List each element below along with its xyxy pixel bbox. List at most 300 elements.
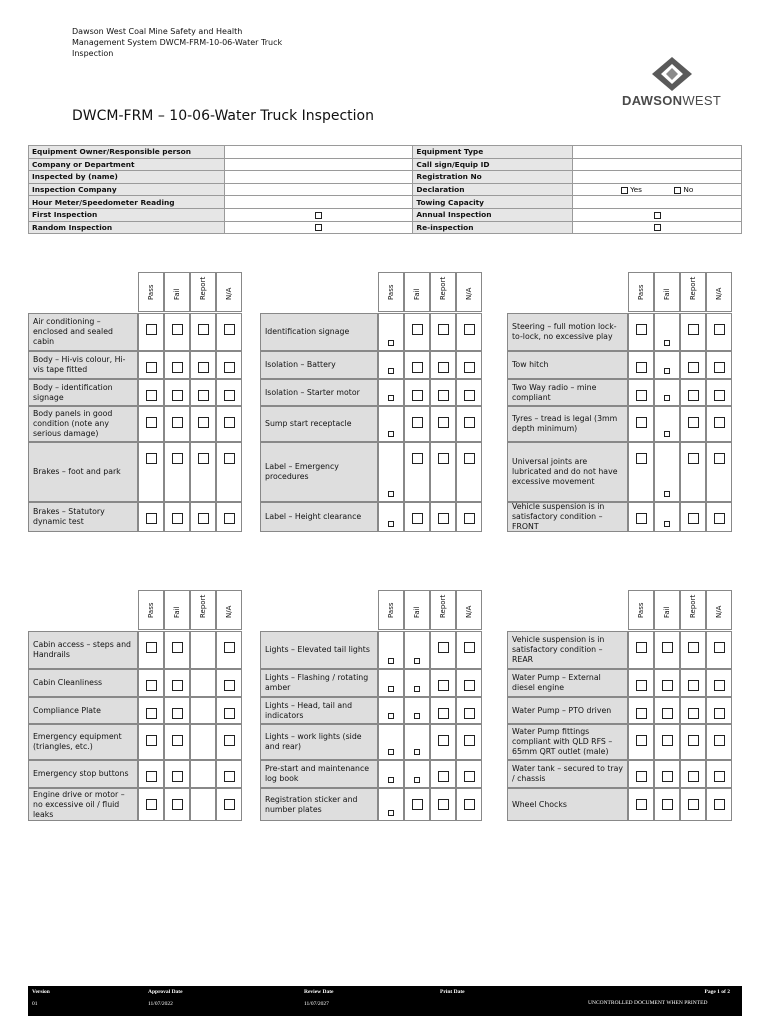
checkbox-icon[interactable] [688, 799, 699, 810]
checkbox-icon[interactable] [172, 680, 183, 691]
check-cell [138, 669, 164, 697]
declaration-no: No [683, 185, 694, 195]
small-checkbox-icon[interactable] [664, 431, 670, 437]
footer-print-label: Print Date [440, 989, 465, 995]
check-cell [216, 669, 242, 697]
checkbox-icon[interactable] [636, 642, 647, 653]
checkbox-icon[interactable] [714, 513, 725, 524]
checkbox-icon[interactable] [464, 513, 475, 524]
check-item-label: Lights – Flashing / rotating amber [260, 669, 378, 697]
check-header-fail [404, 590, 430, 630]
check-header-label: Report [199, 594, 207, 618]
check-header-label: Report [439, 276, 447, 300]
check-header-label: Fail [173, 606, 181, 618]
check-cell [216, 631, 242, 669]
checkbox-icon[interactable] [224, 513, 235, 524]
check-cell [190, 760, 216, 788]
check-cell [138, 351, 164, 379]
checkbox-icon[interactable] [315, 224, 322, 231]
info-value-field[interactable] [573, 208, 742, 221]
checkbox-icon[interactable] [688, 680, 699, 691]
check-cell [430, 760, 456, 788]
check-cell [216, 442, 242, 502]
checkbox-icon[interactable] [224, 324, 235, 335]
check-cell [190, 669, 216, 697]
checkbox-icon[interactable] [714, 390, 725, 401]
check-cell [138, 313, 164, 351]
checkbox-icon[interactable] [636, 453, 647, 464]
checkbox-icon[interactable] [146, 513, 157, 524]
checkbox-icon[interactable] [438, 771, 449, 782]
check-cell [164, 631, 190, 669]
small-checkbox-icon[interactable] [388, 395, 394, 401]
checkbox-icon[interactable] [198, 513, 209, 524]
check-item-label: Steering – full motion lock-to-lock, no excessive play [507, 313, 628, 351]
document-footer [28, 986, 742, 1016]
info-value-field[interactable] [224, 196, 413, 209]
checkbox-icon[interactable] [438, 453, 449, 464]
check-header-na [456, 590, 482, 630]
check-cell [216, 760, 242, 788]
check-cell [404, 406, 430, 442]
check-cell [216, 697, 242, 724]
equipment-info-table [28, 145, 742, 234]
small-checkbox-icon[interactable] [388, 368, 394, 374]
checkbox-icon[interactable] [688, 642, 699, 653]
checkbox-icon[interactable] [688, 735, 699, 746]
check-cell [138, 406, 164, 442]
checkbox-icon[interactable] [662, 708, 673, 719]
checkbox-icon[interactable] [146, 680, 157, 691]
checkbox-icon[interactable] [172, 735, 183, 746]
info-label: Inspected by (name) [29, 171, 225, 184]
checkbox-icon[interactable] [438, 799, 449, 810]
checkbox-icon[interactable] [636, 324, 647, 335]
info-label: Registration No [413, 171, 573, 184]
checkbox-icon[interactable] [688, 324, 699, 335]
footer-review-label: Review Date [304, 989, 334, 995]
check-cell [216, 351, 242, 379]
checkbox-icon[interactable] [714, 799, 725, 810]
check-cell [404, 724, 430, 760]
info-value-field[interactable] [573, 221, 742, 234]
checkbox-icon[interactable] [146, 324, 157, 335]
small-checkbox-icon[interactable] [414, 713, 420, 719]
checkbox-icon[interactable] [714, 642, 725, 653]
check-header-na [216, 590, 242, 630]
small-checkbox-icon[interactable] [388, 777, 394, 783]
logo-text-bold: DAWSON [622, 93, 683, 108]
check-cell [378, 313, 404, 351]
checkbox-icon[interactable] [438, 735, 449, 746]
checkbox-icon[interactable] [688, 417, 699, 428]
checkbox-icon[interactable] [412, 453, 423, 464]
info-row [29, 183, 742, 196]
checkbox-icon[interactable] [224, 708, 235, 719]
checkbox-icon[interactable] [172, 417, 183, 428]
checkbox-icon[interactable] [714, 362, 725, 373]
checkbox-icon[interactable] [464, 708, 475, 719]
info-row [29, 158, 742, 171]
check-item-label: Tow hitch [507, 351, 628, 379]
check-cell [404, 760, 430, 788]
check-cell [628, 697, 654, 724]
checkbox-icon[interactable] [146, 642, 157, 653]
info-value-field[interactable] [224, 221, 413, 234]
checkbox-icon[interactable] [464, 771, 475, 782]
checkbox-icon[interactable] [224, 642, 235, 653]
info-value-field[interactable] [573, 158, 742, 171]
declaration-yes: Yes [630, 185, 643, 195]
small-checkbox-icon[interactable] [388, 521, 394, 527]
check-item-label: Label – Emergency procedures [260, 442, 378, 502]
checkbox-icon[interactable] [412, 390, 423, 401]
check-header-label: N/A [465, 605, 473, 618]
checkbox-icon[interactable] [146, 362, 157, 373]
check-cell [216, 379, 242, 406]
checkbox-icon[interactable] [636, 390, 647, 401]
checkbox-icon[interactable] [172, 708, 183, 719]
checkbox-icon[interactable] [688, 390, 699, 401]
checkbox-icon[interactable] [714, 735, 725, 746]
checkbox-icon[interactable] [172, 642, 183, 653]
checkbox-icon[interactable] [172, 771, 183, 782]
checkbox-icon[interactable] [714, 324, 725, 335]
check-header-pass [378, 590, 404, 630]
check-cell [628, 669, 654, 697]
check-header-report [680, 272, 706, 312]
checkbox-icon[interactable] [224, 453, 235, 464]
small-checkbox-icon[interactable] [664, 340, 670, 346]
check-header-report [680, 590, 706, 630]
footer-review-date: 11/07/2027 [304, 1001, 329, 1007]
info-value-field[interactable] [224, 171, 413, 184]
check-item-label: Body panels in good condition (note any serious damage) [28, 406, 138, 442]
checkbox-icon[interactable] [224, 771, 235, 782]
checkbox-icon[interactable] [224, 390, 235, 401]
check-cell [378, 669, 404, 697]
check-header-na [216, 272, 242, 312]
checkbox-icon[interactable] [464, 324, 475, 335]
checkbox-icon[interactable] [146, 417, 157, 428]
checkbox-icon[interactable] [688, 513, 699, 524]
checkbox-icon[interactable] [172, 324, 183, 335]
check-cell [654, 313, 680, 351]
small-checkbox-icon[interactable] [664, 491, 670, 497]
check-header-report [190, 272, 216, 312]
checkbox-icon[interactable] [412, 513, 423, 524]
check-cell [138, 631, 164, 669]
checkbox-icon[interactable] [464, 453, 475, 464]
check-cell [164, 379, 190, 406]
checkbox-icon[interactable] [464, 642, 475, 653]
checkbox-icon[interactable] [464, 680, 475, 691]
checkbox-icon[interactable] [636, 417, 647, 428]
check-cell [404, 313, 430, 351]
info-value-field[interactable] [573, 171, 742, 184]
checkbox-icon[interactable] [224, 799, 235, 810]
checkbox-icon[interactable] [224, 362, 235, 373]
checkbox-icon[interactable] [412, 324, 423, 335]
check-cell [456, 669, 482, 697]
check-cell [680, 669, 706, 697]
checkbox-icon[interactable] [315, 212, 322, 219]
check-header-label: Report [689, 276, 697, 300]
check-item-label: Water tank – secured to tray / chassis [507, 760, 628, 788]
checkbox-icon[interactable] [438, 362, 449, 373]
check-cell [456, 697, 482, 724]
checkbox-icon[interactable] [198, 417, 209, 428]
check-cell [164, 502, 190, 532]
checkbox-icon[interactable] [674, 187, 681, 194]
checkbox-icon[interactable] [412, 417, 423, 428]
check-header-fail [654, 272, 680, 312]
checkbox-icon[interactable] [172, 390, 183, 401]
checkbox-icon[interactable] [198, 362, 209, 373]
checkbox-icon[interactable] [438, 390, 449, 401]
checkbox-icon[interactable] [412, 362, 423, 373]
check-cell [404, 502, 430, 532]
small-checkbox-icon[interactable] [664, 368, 670, 374]
checkbox-icon[interactable] [662, 771, 673, 782]
small-checkbox-icon[interactable] [388, 491, 394, 497]
check-cell [216, 313, 242, 351]
check-cell [680, 313, 706, 351]
checkbox-icon[interactable] [146, 799, 157, 810]
check-header-label: Fail [413, 288, 421, 300]
info-row [29, 171, 742, 184]
check-cell [190, 379, 216, 406]
check-cell [164, 442, 190, 502]
checkbox-icon[interactable] [654, 224, 661, 231]
checkbox-icon[interactable] [146, 453, 157, 464]
checkbox-icon[interactable] [636, 735, 647, 746]
check-cell [654, 351, 680, 379]
check-header-report [190, 590, 216, 630]
checkbox-icon[interactable] [662, 799, 673, 810]
info-value-field[interactable] [224, 158, 413, 171]
check-header-report [430, 272, 456, 312]
checkbox-icon[interactable] [662, 735, 673, 746]
checkbox-icon[interactable] [146, 735, 157, 746]
check-header-pass [378, 272, 404, 312]
info-label: Company or Department [29, 158, 225, 171]
check-cell [138, 442, 164, 502]
info-label: First Inspection [29, 208, 225, 221]
checkbox-icon[interactable] [438, 708, 449, 719]
check-cell [164, 760, 190, 788]
info-value-field[interactable] [573, 196, 742, 209]
check-cell [404, 379, 430, 406]
checkbox-icon[interactable] [688, 362, 699, 373]
checkbox-icon[interactable] [438, 417, 449, 428]
check-item-label: Air conditioning – enclosed and sealed cabin [28, 313, 138, 351]
checkbox-icon[interactable] [172, 513, 183, 524]
check-cell [654, 760, 680, 788]
checkbox-icon[interactable] [412, 799, 423, 810]
check-cell [706, 669, 732, 697]
checkbox-icon[interactable] [438, 642, 449, 653]
info-value-field[interactable] [224, 208, 413, 221]
small-checkbox-icon[interactable] [414, 686, 420, 692]
check-header-fail [404, 272, 430, 312]
small-checkbox-icon[interactable] [414, 749, 420, 755]
checkbox-icon[interactable] [172, 799, 183, 810]
checkbox-icon[interactable] [146, 708, 157, 719]
check-header-label: Report [689, 594, 697, 618]
small-checkbox-icon[interactable] [388, 810, 394, 816]
check-cell [378, 379, 404, 406]
checkbox-icon[interactable] [714, 680, 725, 691]
check-header-label: Pass [147, 284, 155, 300]
check-cell [628, 502, 654, 532]
small-checkbox-icon[interactable] [414, 658, 420, 664]
small-checkbox-icon[interactable] [388, 658, 394, 664]
check-cell [378, 724, 404, 760]
checkbox-icon[interactable] [146, 390, 157, 401]
checkbox-icon[interactable] [654, 212, 661, 219]
check-cell [654, 442, 680, 502]
check-header-label: Pass [637, 602, 645, 618]
small-checkbox-icon[interactable] [664, 521, 670, 527]
checkbox-icon[interactable] [688, 453, 699, 464]
checkbox-icon[interactable] [636, 799, 647, 810]
check-header-label: N/A [715, 605, 723, 618]
footer-page-number: Page 1 of 2 [704, 989, 730, 995]
check-item-label: Lights – Head, tail and indicators [260, 697, 378, 724]
check-item-label: Pre-start and maintenance log book [260, 760, 378, 788]
info-label: Call sign/Equip ID [413, 158, 573, 171]
check-cell [404, 631, 430, 669]
checkbox-icon[interactable] [636, 708, 647, 719]
checkbox-icon[interactable] [636, 513, 647, 524]
check-cell [164, 724, 190, 760]
check-cell [190, 631, 216, 669]
checkbox-icon[interactable] [714, 771, 725, 782]
check-item-label: Label – Height clearance [260, 502, 378, 532]
small-checkbox-icon[interactable] [388, 713, 394, 719]
checkbox-icon[interactable] [662, 680, 673, 691]
info-label: Equipment Type [413, 146, 573, 159]
checkbox-icon[interactable] [198, 324, 209, 335]
info-label: Towing Capacity [413, 196, 573, 209]
checkbox-icon[interactable] [146, 771, 157, 782]
check-cell [654, 406, 680, 442]
checkbox-icon[interactable] [172, 362, 183, 373]
check-cell [378, 631, 404, 669]
checkbox-icon[interactable] [464, 390, 475, 401]
header-line-3: Inspection [72, 49, 114, 58]
checkbox-icon[interactable] [688, 708, 699, 719]
check-cell [378, 697, 404, 724]
checkbox-icon[interactable] [172, 453, 183, 464]
checkbox-icon[interactable] [464, 417, 475, 428]
small-checkbox-icon[interactable] [664, 395, 670, 401]
checkbox-icon[interactable] [714, 708, 725, 719]
check-cell [706, 406, 732, 442]
checkbox-icon[interactable] [464, 735, 475, 746]
check-cell [378, 351, 404, 379]
check-cell [456, 788, 482, 821]
check-item-label: Water Pump – External diesel engine [507, 669, 628, 697]
check-header-label: Fail [173, 288, 181, 300]
checkbox-icon[interactable] [438, 680, 449, 691]
checkbox-icon[interactable] [662, 642, 673, 653]
info-value-field[interactable] [224, 146, 413, 159]
check-header-label: Pass [387, 284, 395, 300]
check-cell [680, 724, 706, 760]
check-item-label: Lights – Elevated tail lights [260, 631, 378, 669]
check-header-pass [628, 590, 654, 630]
check-cell [654, 788, 680, 821]
checkbox-icon[interactable] [636, 362, 647, 373]
check-cell [430, 724, 456, 760]
info-value-field[interactable] [573, 183, 742, 196]
check-item-label: Body – identification signage [28, 379, 138, 406]
check-cell [654, 724, 680, 760]
checkbox-icon[interactable] [636, 680, 647, 691]
checkbox-icon[interactable] [714, 417, 725, 428]
checkbox-icon[interactable] [688, 771, 699, 782]
checkbox-icon[interactable] [636, 771, 647, 782]
small-checkbox-icon[interactable] [414, 777, 420, 783]
checkbox-icon[interactable] [224, 417, 235, 428]
footer-version: 01 [32, 1001, 38, 1007]
check-cell [138, 788, 164, 821]
check-header-na [706, 272, 732, 312]
checkbox-icon[interactable] [464, 362, 475, 373]
check-cell [654, 502, 680, 532]
checkbox-icon[interactable] [224, 735, 235, 746]
info-row [29, 221, 742, 234]
info-value-field[interactable] [224, 183, 413, 196]
check-cell [706, 760, 732, 788]
check-cell [430, 406, 456, 442]
check-cell [680, 502, 706, 532]
header-line-2: Management System DWCM-FRM-10-06-Water Truck [72, 38, 283, 47]
checkbox-icon[interactable] [224, 680, 235, 691]
check-header-fail [164, 272, 190, 312]
info-label: Declaration [413, 183, 573, 196]
small-checkbox-icon[interactable] [388, 431, 394, 437]
check-cell [430, 502, 456, 532]
check-header-label: N/A [225, 287, 233, 300]
checkbox-icon[interactable] [438, 513, 449, 524]
check-cell [706, 724, 732, 760]
checkbox-icon[interactable] [438, 324, 449, 335]
info-value-field[interactable] [573, 146, 742, 159]
small-checkbox-icon[interactable] [388, 686, 394, 692]
check-item-label: Body – Hi-vis colour, Hi-vis tape fitted [28, 351, 138, 379]
check-cell [164, 313, 190, 351]
check-cell [680, 442, 706, 502]
small-checkbox-icon[interactable] [388, 749, 394, 755]
check-item-label: Water Pump fittings compliant with QLD RFS – 65mm QRT outlet (male) [507, 724, 628, 760]
checkbox-icon[interactable] [621, 187, 628, 194]
check-cell [706, 697, 732, 724]
small-checkbox-icon[interactable] [388, 340, 394, 346]
checkbox-icon[interactable] [198, 453, 209, 464]
check-cell [706, 788, 732, 821]
check-cell [378, 406, 404, 442]
checkbox-icon[interactable] [198, 390, 209, 401]
info-row [29, 146, 742, 159]
check-cell [456, 379, 482, 406]
checkbox-icon[interactable] [714, 453, 725, 464]
checkbox-icon[interactable] [464, 799, 475, 810]
check-cell [628, 379, 654, 406]
check-header-na [456, 272, 482, 312]
